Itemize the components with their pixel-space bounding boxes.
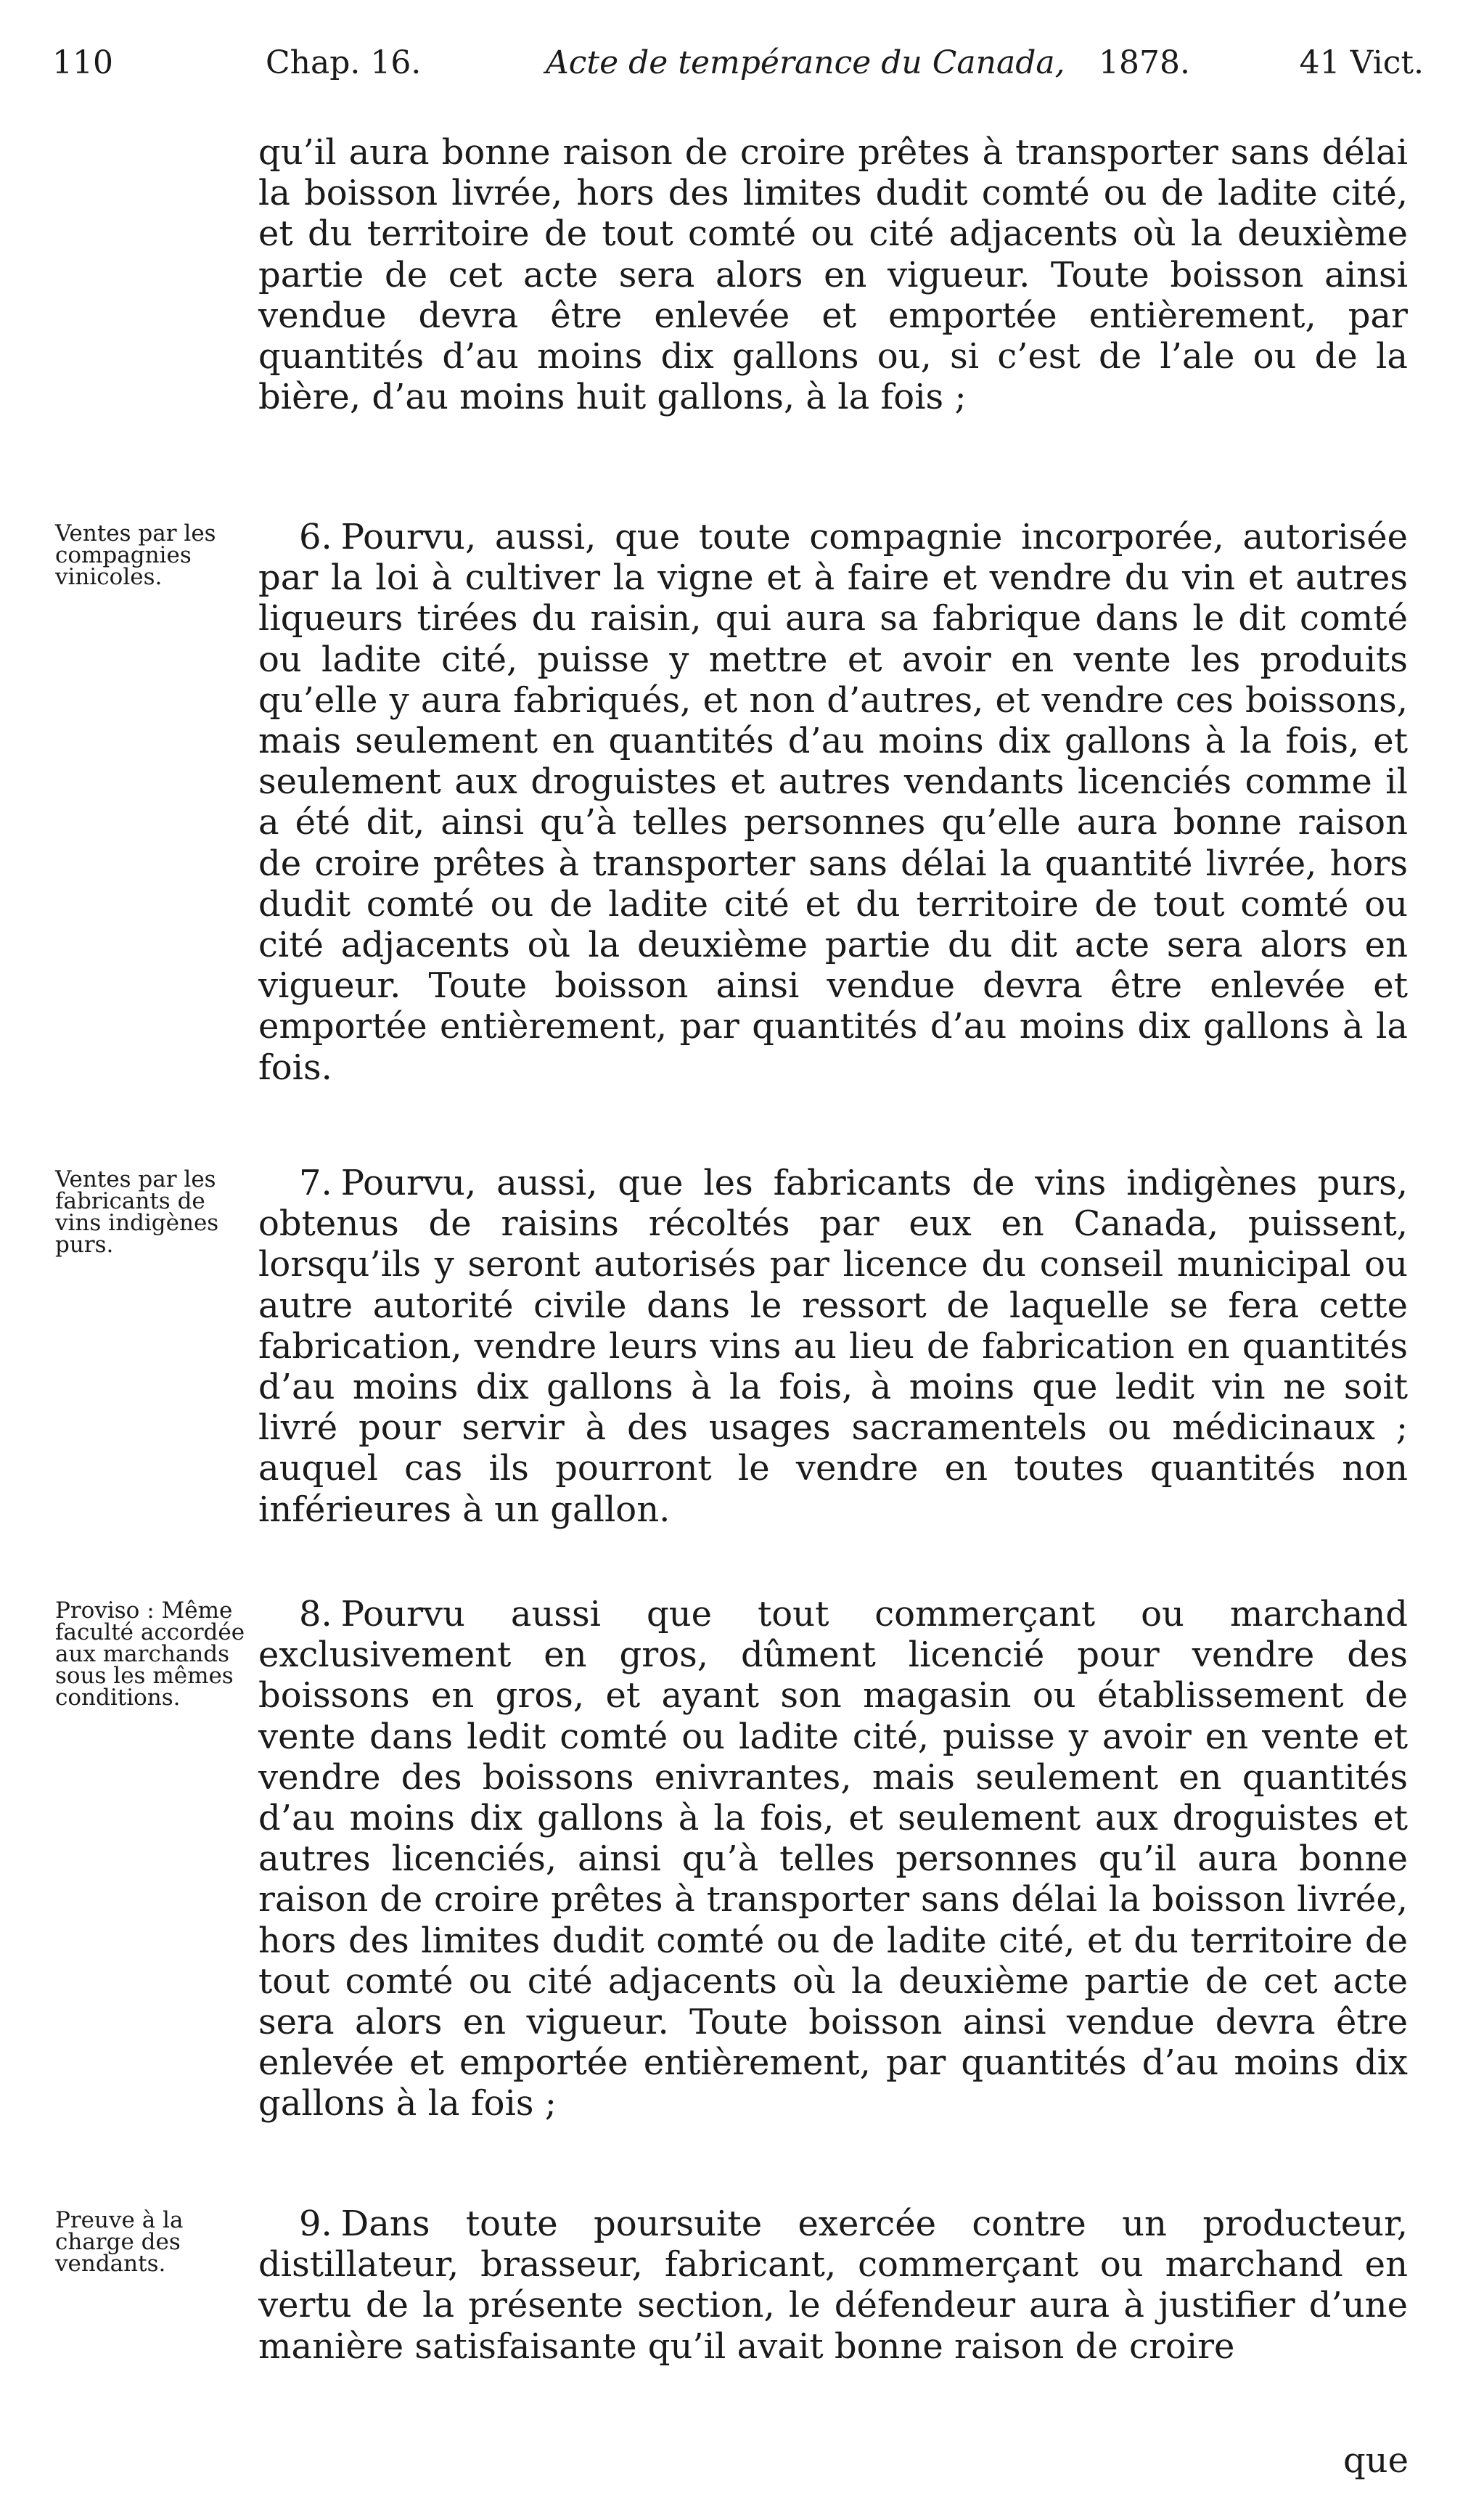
section-paragraph xyxy=(258,1594,1408,2124)
section-number: 6. xyxy=(299,517,332,557)
section-text: Pourvu aussi que tout commerçant ou marchand exclusivement en gros, dûment licencié pour vendre des boissons en gros, et ayant son magasin ou établissement de vente dans ledit comté ou ladite cité, puisse y avoir en vente et vendre des boissons enivrantes, mais seulement en quantités d’au moins dix gallons à la fois, et seulement aux droguistes et autres licenciés, ainsi qu’à telles personnes qu’il aura bonne raison de croire prêtes à transporter sans délai la boisson livrée, hors des limites dudit comté ou de ladite cité, et du territoire de tout comté ou cité adjacents où la deuxième partie de cet acte sera alors en vigueur. Toute boisson ainsi vendue devra être enlevée et emportée entièrement, par quantités d’au moins dix gallons à la fois ; xyxy=(258,1594,1408,2124)
regnal-year: 41 Vict. xyxy=(1299,44,1424,81)
section-paragraph xyxy=(258,517,1408,1088)
chapter-label: Chap. 16. xyxy=(266,44,422,81)
section-paragraph xyxy=(258,1163,1408,1530)
act-title: Acte de tempérance du Canada, xyxy=(546,44,1065,81)
section-text: Pourvu, aussi, que toute compagnie incorporée, autorisée par la loi à cultiver la vigne et à faire et vendre du vin et autres liqueurs tirées du raisin, qui aura sa fabrique dans le dit comté ou ladite cité, puisse y mettre et avoir en vente les produits qu’elle y aura fabriqués, et non d’autres, et vendre ces boissons, mais seulement en quantités d’au moins dix gallons à la fois, et seulement aux droguistes et autres vendants licenciés comme il a été dit, ainsi qu’à telles personnes qu’elle aura bonne raison de croire prêtes à transporter sans délai la quantité livrée, hors dudit comté ou de ladite cité et du territoire de tout comté ou cité adjacents où la deuxième partie du dit acte sera alors en vigueur. Toute boisson ainsi vendue devra être enlevée et emportée entièrement, par quantités d’au moins dix gallons à la fois. xyxy=(258,517,1408,1088)
running-header xyxy=(52,38,1424,89)
section-text: qu’il aura bonne raison de croire prêtes à transporter sans délai la boisson livrée, hors des limites dudit comté ou de ladite cité, et du territoire de tout comté ou cité adjacents où la deuxième partie de cet acte sera alors en vigueur. Toute boisson ainsi vendue devra être enlevée et emportée entièrement, par quantités d’au moins dix gallons ou, si c’est de l’ale ou de la bière, d’au moins huit gallons, à la fois ; xyxy=(258,132,1408,418)
section-paragraph xyxy=(258,2204,1408,2367)
page-number: 110 xyxy=(52,44,113,81)
section-number: 7. xyxy=(299,1163,332,1203)
section-text: Dans toute poursuite exercée contre un producteur, distillateur, brasseur, fabricant, commerçant ou marchand en vertu de la présente section, le défendeur aura à justifier d’une manière satisfaisante qu’il avait bonne raison de croire xyxy=(258,2204,1408,2367)
section-number: 9. xyxy=(299,2204,332,2244)
act-year: 1878. xyxy=(1099,44,1190,81)
margin-note: Ventes par les compagnies vinicoles. xyxy=(55,520,216,590)
margin-note: Ventes par les fabricants de vins indigènes purs. xyxy=(55,1166,219,1258)
margin-note: Preuve à la charge des vendants. xyxy=(55,2207,184,2277)
catchword: que xyxy=(1342,2440,1409,2481)
section-text: Pourvu, aussi, que les fabricants de vins indigènes purs, obtenus de raisins récoltés par eux en Canada, puissent, lorsqu’ils y seront autorisés par licence du conseil municipal ou autre autorité civile dans le ressort de laquelle se fera cette fabrication, vendre leurs vins au lieu de fabrication en quantités d’au moins dix gallons à la fois, à moins que ledit vin ne soit livré pour servir à des usages sacramentels ou médicinaux ; auquel cas ils pourront le vendre en toutes quantités non inférieures à un gallon. xyxy=(258,1163,1408,1530)
section-number: 8. xyxy=(299,1594,332,1634)
margin-note: Proviso : Même faculté accordée aux marchands sous les mêmes conditions. xyxy=(55,1597,245,1711)
